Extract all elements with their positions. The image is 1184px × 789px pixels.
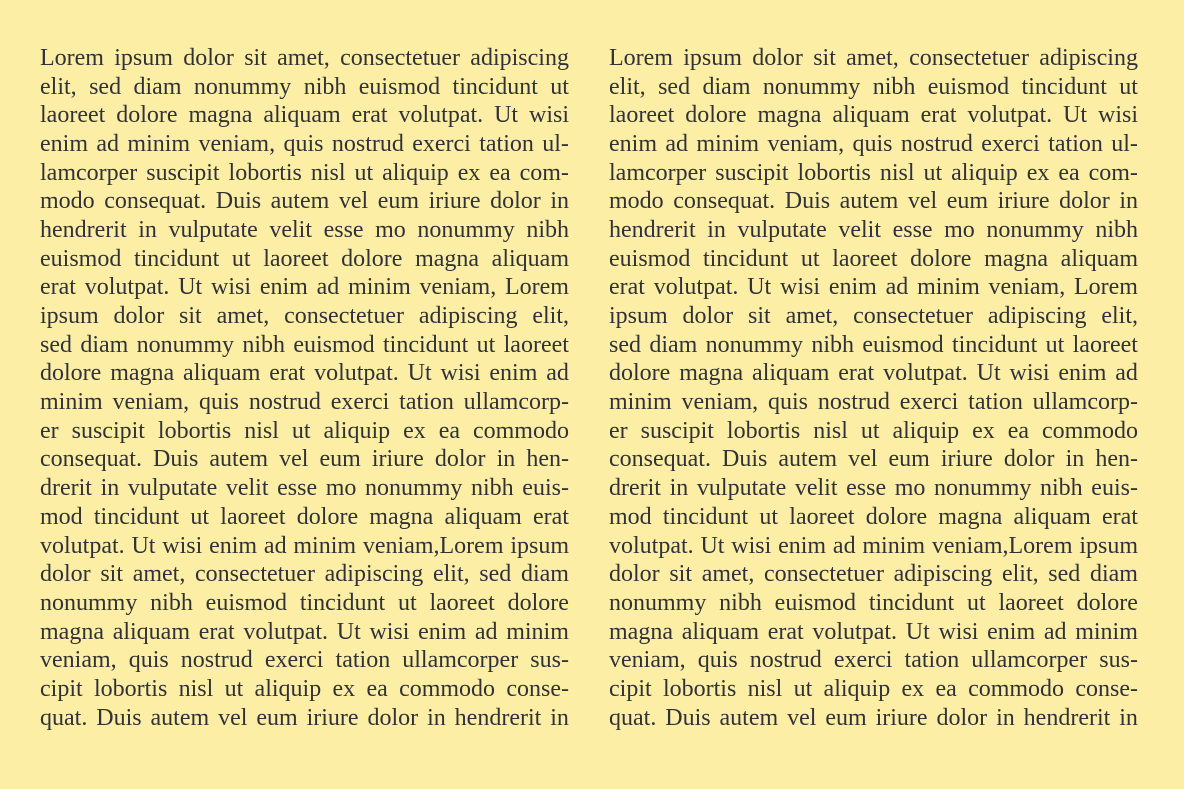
text-line: erat volutpat. Ut wisi enim ad minim veniam, Lorem — [609, 274, 1138, 301]
text-line: euismod tincidunt ut laoreet dolore magna aliquam — [40, 245, 569, 272]
text-line: sed diam nonummy nibh euismod tincidunt ut laoreet — [609, 331, 1138, 358]
text-line: nonummy nibh euismod tincidunt ut laoreet dolore — [609, 589, 1138, 616]
text-line: modo consequat. Duis autem vel eum iriure dolor in — [40, 188, 569, 215]
text-line: Lorem ipsum dolor sit amet, consectetuer adipiscing — [609, 44, 1138, 71]
text-line: laoreet dolore magna aliquam erat volutpat. Ut wisi — [609, 102, 1138, 129]
text-line: modo consequat. Duis autem vel eum iriure dolor in — [609, 188, 1138, 215]
text-column-left — [40, 44, 569, 733]
text-line: magna aliquam erat volutpat. Ut wisi enim ad minim — [609, 618, 1138, 645]
text-line: euismod tincidunt ut laoreet dolore magna aliquam — [609, 245, 1138, 272]
text-line: elit, sed diam nonummy nibh euismod tincidunt ut — [40, 73, 569, 100]
text-line: quat. Duis autem vel eum iriure dolor in hendrerit in — [609, 704, 1138, 731]
text-column-right — [609, 44, 1138, 733]
text-line: erat volutpat. Ut wisi enim ad minim veniam, Lorem — [40, 274, 569, 301]
text-line: sed diam nonummy nibh euismod tincidunt ut laoreet — [40, 331, 569, 358]
text-line: ipsum dolor sit amet, consectetuer adipiscing elit, — [40, 303, 569, 330]
text-line: hendrerit in vulputate velit esse mo nonummy nibh — [609, 216, 1138, 243]
text-line: enim ad minim veniam, quis nostrud exerci tation ul- — [40, 130, 569, 157]
text-line: hendrerit in vulputate velit esse mo nonummy nibh — [40, 216, 569, 243]
text-line: er suscipit lobortis nisl ut aliquip ex ea commodo — [40, 417, 569, 444]
text-line: dolore magna aliquam erat volutpat. Ut wisi enim ad — [40, 360, 569, 387]
text-line: er suscipit lobortis nisl ut aliquip ex ea commodo — [609, 417, 1138, 444]
text-line: drerit in vulputate velit esse mo nonummy nibh euis- — [40, 475, 569, 502]
text-line: mod tincidunt ut laoreet dolore magna aliquam erat — [609, 503, 1138, 530]
text-line: elit, sed diam nonummy nibh euismod tincidunt ut — [609, 73, 1138, 100]
text-line: volutpat. Ut wisi enim ad minim veniam,Lorem ipsum — [609, 532, 1138, 559]
text-line: ipsum dolor sit amet, consectetuer adipiscing elit, — [609, 303, 1138, 330]
text-line: consequat. Duis autem vel eum iriure dolor in hen- — [40, 446, 569, 473]
text-line: veniam, quis nostrud exerci tation ullamcorper sus- — [40, 647, 569, 674]
text-line: minim veniam, quis nostrud exerci tation ullamcorp- — [609, 389, 1138, 416]
text-line: mod tincidunt ut laoreet dolore magna aliquam erat — [40, 503, 569, 530]
text-line: dolore magna aliquam erat volutpat. Ut wisi enim ad — [609, 360, 1138, 387]
text-line: cipit lobortis nisl ut aliquip ex ea commodo conse- — [609, 675, 1138, 702]
text-line: magna aliquam erat volutpat. Ut wisi enim ad minim — [40, 618, 569, 645]
text-line: lamcorper suscipit lobortis nisl ut aliquip ex ea com- — [609, 159, 1138, 186]
text-line: quat. Duis autem vel eum iriure dolor in hendrerit in — [40, 704, 569, 731]
text-line: drerit in vulputate velit esse mo nonummy nibh euis- — [609, 475, 1138, 502]
text-line: minim veniam, quis nostrud exerci tation ullamcorp- — [40, 389, 569, 416]
text-columns — [40, 44, 1138, 733]
text-line: veniam, quis nostrud exerci tation ullamcorper sus- — [609, 647, 1138, 674]
text-line: cipit lobortis nisl ut aliquip ex ea commodo conse- — [40, 675, 569, 702]
text-line: Lorem ipsum dolor sit amet, consectetuer adipiscing — [40, 44, 569, 71]
text-line: laoreet dolore magna aliquam erat volutpat. Ut wisi — [40, 102, 569, 129]
text-line: enim ad minim veniam, quis nostrud exerci tation ul- — [609, 130, 1138, 157]
text-line: volutpat. Ut wisi enim ad minim veniam,Lorem ipsum — [40, 532, 569, 559]
text-line: consequat. Duis autem vel eum iriure dolor in hen- — [609, 446, 1138, 473]
text-line: nonummy nibh euismod tincidunt ut laoreet dolore — [40, 589, 569, 616]
text-line: dolor sit amet, consectetuer adipiscing elit, sed diam — [609, 561, 1138, 588]
text-line: lamcorper suscipit lobortis nisl ut aliquip ex ea com- — [40, 159, 569, 186]
text-line: dolor sit amet, consectetuer adipiscing elit, sed diam — [40, 561, 569, 588]
